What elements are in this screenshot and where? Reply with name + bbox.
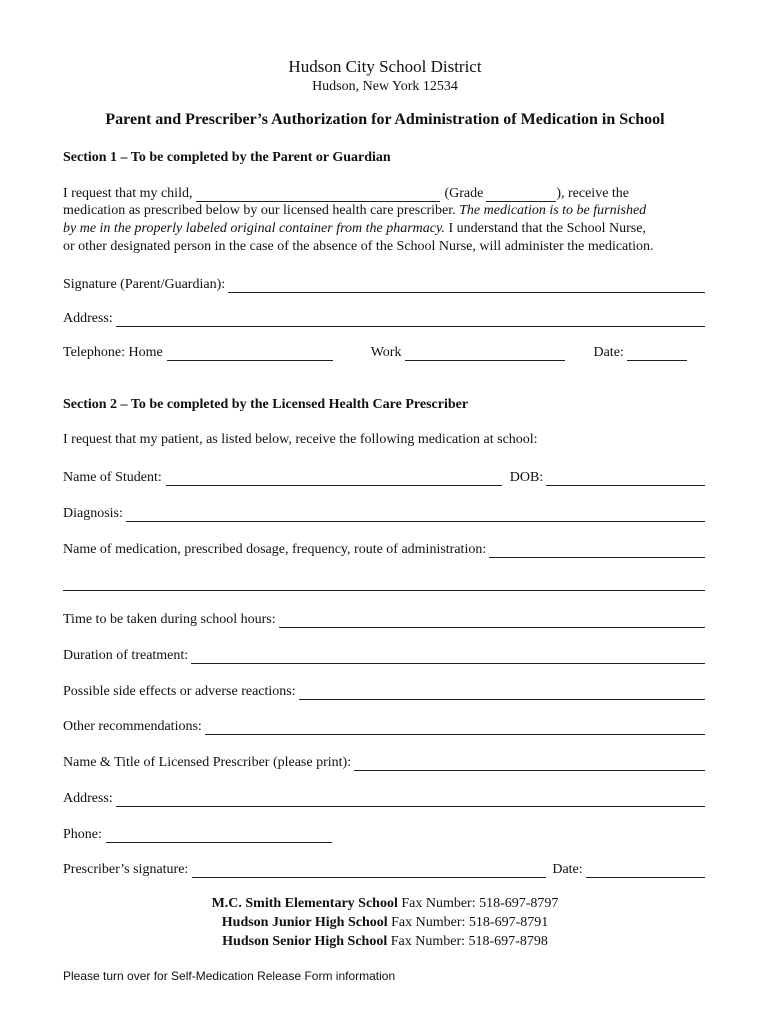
time-row xyxy=(63,610,705,628)
diagnosis-field[interactable] xyxy=(126,508,705,522)
prescriber-signature-label: Prescriber’s signature: xyxy=(63,862,189,877)
diagnosis-label: Diagnosis: xyxy=(63,506,123,521)
fax-line-elementary xyxy=(0,896,770,912)
parent-signature-label: Signature (Parent/Guardian): xyxy=(63,277,226,292)
consent-line-2 xyxy=(63,203,646,219)
consent-line-3-italic: by me in the properly labeled original container from the pharmacy. xyxy=(63,221,445,236)
medication-field[interactable] xyxy=(489,544,705,558)
section2-intro: I request that my patient, as listed below, receive the following medication at school: xyxy=(63,432,538,447)
consent-line-3 xyxy=(63,221,646,237)
duration-row xyxy=(63,646,705,664)
student-name-field[interactable] xyxy=(166,471,502,486)
side-effects-row xyxy=(63,682,705,700)
prescriber-name-row xyxy=(63,753,705,771)
fax-school-name: Hudson Senior High School xyxy=(222,934,388,949)
other-recommendations-field[interactable] xyxy=(205,721,705,735)
student-name-label: Name of Student: xyxy=(63,470,162,485)
parent-date-label: Date: xyxy=(593,345,624,360)
request-mid-text: ), receive the xyxy=(556,186,630,201)
fax-number: Fax Number: 518-697-8797 xyxy=(401,896,559,911)
time-field[interactable] xyxy=(279,614,705,628)
side-effects-label: Possible side effects or adverse reactions: xyxy=(63,684,296,699)
prescriber-signature-field[interactable] xyxy=(192,863,546,878)
consent-line-2-italic: The medication is to be furnished xyxy=(459,203,647,218)
prescriber-name-field[interactable] xyxy=(354,757,705,771)
fax-school-name: M.C. Smith Elementary School xyxy=(211,896,398,911)
other-recommendations-row xyxy=(63,717,705,735)
parent-signature-field[interactable] xyxy=(228,279,705,293)
medication-row xyxy=(63,540,705,558)
time-label: Time to be taken during school hours: xyxy=(63,612,276,627)
student-name-row xyxy=(63,468,705,486)
consent-line-3-normal: I understand that the School Nurse, xyxy=(448,221,646,236)
parent-date-field[interactable] xyxy=(627,346,687,361)
child-name-field[interactable] xyxy=(196,187,440,202)
prescriber-phone-field[interactable] xyxy=(106,828,332,843)
dob-field[interactable] xyxy=(546,472,705,486)
child-request-line xyxy=(63,184,705,202)
parent-address-field[interactable] xyxy=(116,313,705,327)
prescriber-address-label: Address: xyxy=(63,791,113,806)
section2-heading: Section 2 – To be completed by the Licensed Health Care Prescriber xyxy=(63,397,469,412)
telephone-home-field[interactable] xyxy=(167,346,333,361)
medication-label: Name of medication, prescribed dosage, frequency, route of administration: xyxy=(63,542,487,557)
prescriber-date-label: Date: xyxy=(552,862,583,877)
grade-field[interactable] xyxy=(486,187,556,202)
other-recommendations-label: Other recommendations: xyxy=(63,719,202,734)
medication-field-continued[interactable] xyxy=(63,590,705,591)
district-address: Hudson, New York 12534 xyxy=(312,79,458,94)
parent-telephone-row xyxy=(63,343,705,361)
duration-field[interactable] xyxy=(191,650,705,664)
fax-number: Fax Number: 518-697-8791 xyxy=(391,915,549,930)
request-start-text: I request that my child, xyxy=(63,186,193,201)
side-effects-field[interactable] xyxy=(299,686,705,700)
prescriber-date-field[interactable] xyxy=(586,864,705,878)
diagnosis-row xyxy=(63,504,705,522)
prescriber-phone-row xyxy=(63,825,705,843)
fax-school-name: Hudson Junior High School xyxy=(221,915,388,930)
footer-note: Please turn over for Self-Medication Release Form information xyxy=(63,969,396,983)
grade-label: (Grade xyxy=(444,186,484,201)
work-phone-field[interactable] xyxy=(405,346,565,361)
fax-line-junior-high xyxy=(0,915,770,931)
prescriber-name-label: Name & Title of Licensed Prescriber (please print): xyxy=(63,755,352,770)
parent-signature-row xyxy=(63,275,705,293)
telephone-home-label: Telephone: Home xyxy=(63,345,163,360)
parent-address-row xyxy=(63,309,705,327)
prescriber-address-field[interactable] xyxy=(116,793,705,807)
form-title: Parent and Prescriber’s Authorization for Administration of Medication in School xyxy=(105,111,665,128)
section1-heading: Section 1 – To be completed by the Parent or Guardian xyxy=(63,150,391,165)
fax-line-senior-high xyxy=(0,934,770,950)
duration-label: Duration of treatment: xyxy=(63,648,189,663)
prescriber-address-row xyxy=(63,789,705,807)
district-name: Hudson City School District xyxy=(288,57,482,76)
fax-number: Fax Number: 518-697-8798 xyxy=(390,934,548,949)
consent-line-4: or other designated person in the case of the absence of the School Nurse, will administer the medication. xyxy=(63,239,654,254)
consent-line-2-normal: medication as prescribed below by our licensed health care prescriber. xyxy=(63,203,456,218)
work-phone-label: Work xyxy=(370,345,402,360)
prescriber-phone-label: Phone: xyxy=(63,827,102,842)
parent-address-label: Address: xyxy=(63,311,113,326)
prescriber-signature-row xyxy=(63,860,705,878)
dob-label: DOB: xyxy=(509,470,544,485)
